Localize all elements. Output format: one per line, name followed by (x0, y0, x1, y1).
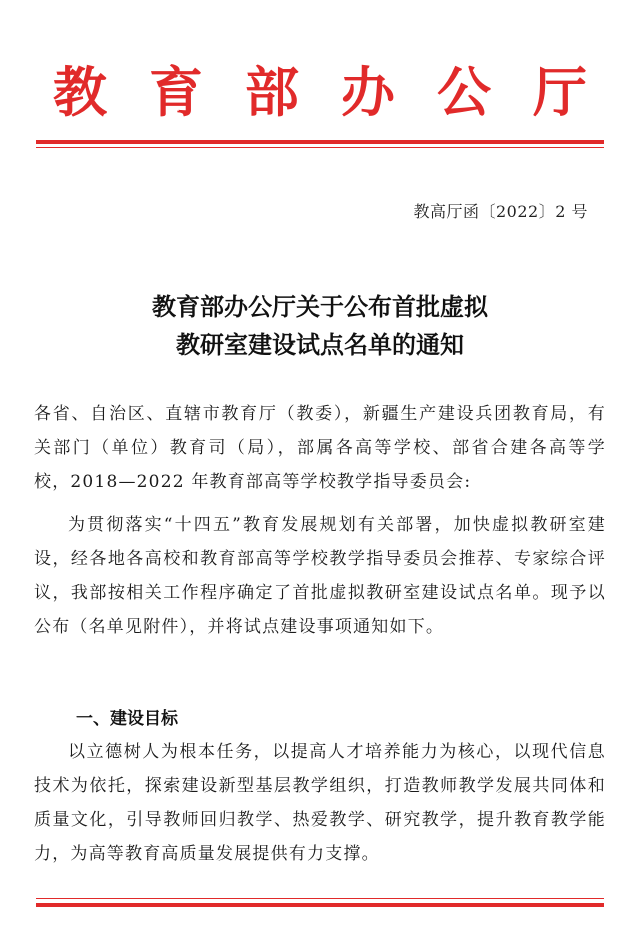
footer-rule-thin (36, 898, 604, 899)
header-rule-thin (36, 147, 604, 148)
masthead-char: 部 (245, 61, 299, 124)
section-body: 以立德树人为根本任务，以提高人才培养能力为核心，以现代信息技术为依托，探索建设新型基层教学组织，打造教师教学发展共同体和质量文化，引导教师回归教学、热爱教学、研究教学，提升教育教学能力，为高等教育高质量发展提供有力支撑。 (34, 742, 606, 864)
masthead-title (0, 58, 640, 128)
recipients-paragraph: 各省、自治区、直辖市教育厅（教委），新疆生产建设兵团教育局，有关部门（单位）教育司（局），部属各高等学校、部省合建各高等学校，2018—2022 年教育部高等学校教学指导委员会: (34, 404, 606, 492)
masthead-char: 育 (149, 61, 203, 124)
masthead-char: 厅 (533, 61, 587, 124)
document-title-line-2: 教研室建设试点名单的通知 (176, 331, 464, 359)
masthead-char: 公 (437, 61, 491, 124)
intro-paragraph: 为贯彻落实“十四五”教育发展规划有关部署，加快虚拟教研室建设，经各地各高校和教育部高等学校教学指导委员会推荐、专家综合评议，我部按相关工作程序确定了首批虚拟教研室建设试点名单。现予以公布（名单见附件），并将试点建设事项通知如下。 (34, 515, 606, 637)
masthead-char: 办 (341, 61, 395, 124)
footer-rule-thick (36, 903, 604, 907)
section-heading: 一、建设目标 (76, 709, 178, 729)
document-title-line-1: 教育部办公厅关于公布首批虚拟 (152, 293, 488, 321)
masthead-char: 教 (53, 61, 107, 124)
document-number: 教高厅函〔2022〕2 号 (413, 202, 588, 221)
header-rule-thick (36, 140, 604, 144)
